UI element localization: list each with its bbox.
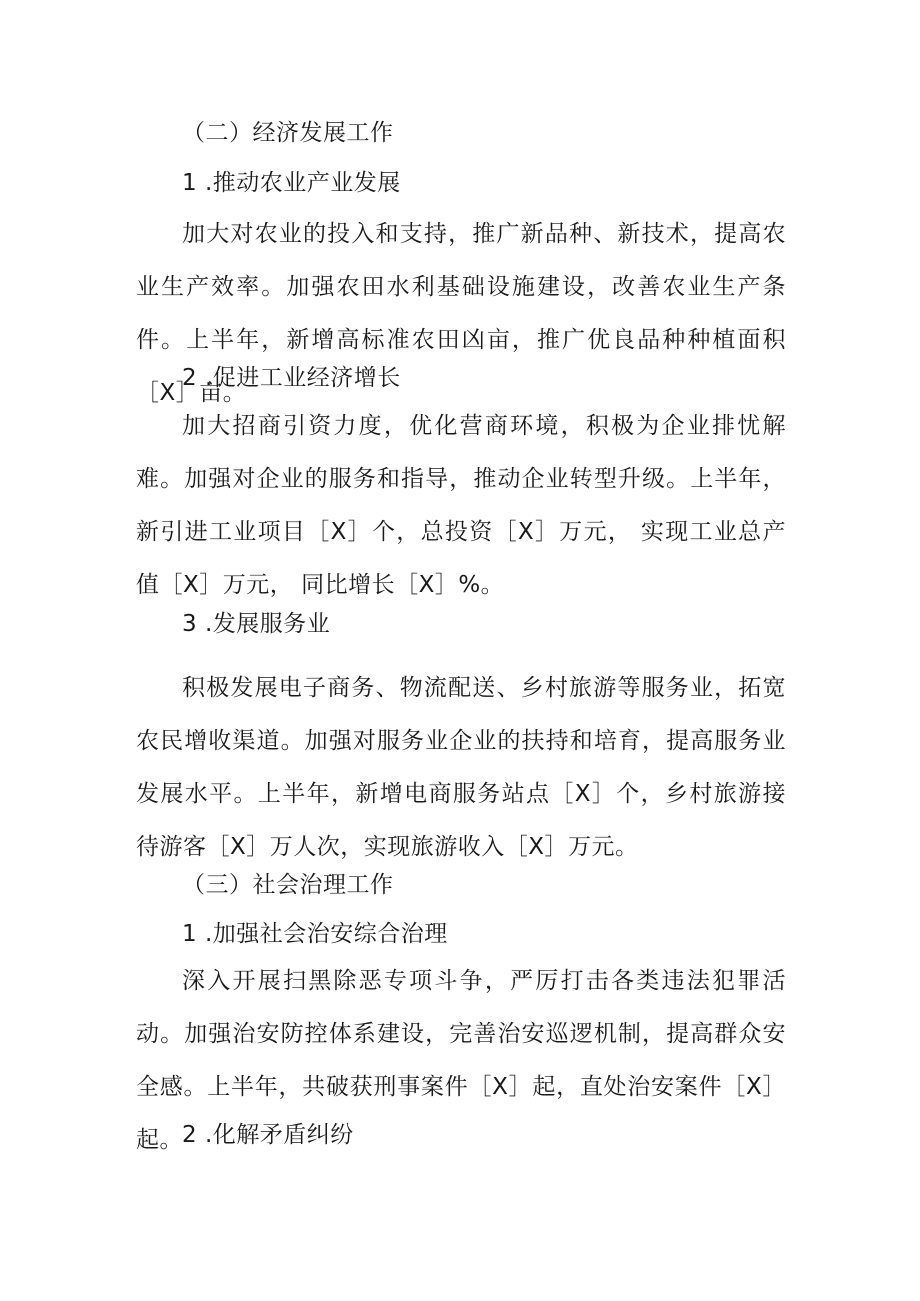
section-heading-social-governance: （三）社会治理工作 xyxy=(182,872,394,898)
paragraph-services: 积极发展电子商务、物流配送、乡村旅游等服务业，拓宽农民增收渠道。加强对服务业企业的扶持和培育，提高服务业发展水平。上半年，新增电商服务站点［X］个，乡村旅游接待游客［X］万人次，实现旅游收入［X］万元。 xyxy=(136,675,786,860)
item-heading-agriculture: 1 .推动农业产业发展 xyxy=(182,170,401,196)
paragraph-public-security: 深入开展扫黑除恶专项斗争，严厉打击各类违法犯罪活动。加强治安防控体系建设，完善治安巡逻机制，提高群众安全感。上半年，共破获刑事案件［X］起，直处治安案件［X］起。 xyxy=(136,968,786,1153)
paragraph-industry: 加大招商引资力度，优化营商环境，积极为企业排忧解难。加强对企业的服务和指导，推动企业转型升级。上半年，新引进工业项目［X］个，总投资［X］万元， 实现工业总产值［X］万元， 同比增长［X］%。 xyxy=(136,413,786,598)
item-heading-services: 3 .发展服务业 xyxy=(182,611,331,637)
paragraph-agriculture: 加大对农业的投入和支持，推广新品种、新技术，提高农业生产效率。加强农田水利基础设施建设，改善农业生产条件。上半年，新增高标准农田凶亩，推广优良品种种植面积［X］亩。 xyxy=(136,221,786,406)
item-heading-public-security: 1 .加强社会治安综合治理 xyxy=(182,921,448,947)
item-heading-industry: 2 .促进工业经济增长 xyxy=(182,365,401,391)
section-heading-economic-development: （二）经济发展工作 xyxy=(182,120,394,146)
item-heading-dispute-resolution: 2 .化解矛盾纠纷 xyxy=(182,1122,354,1148)
